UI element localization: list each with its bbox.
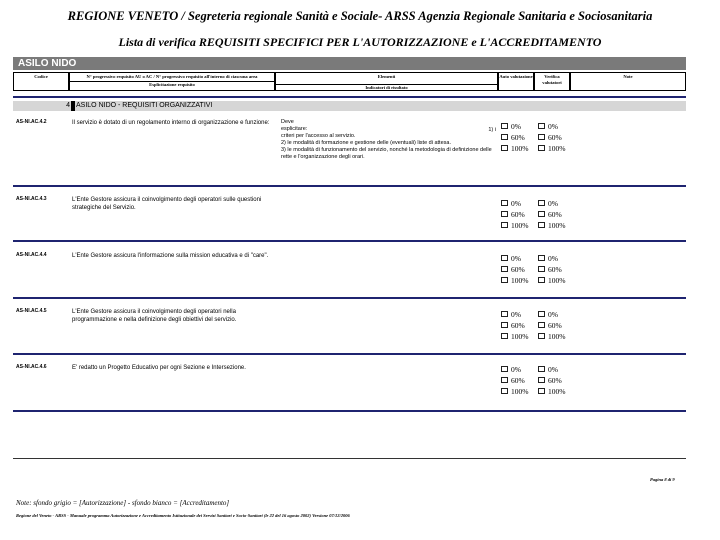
footnote: Regione del Veneto - ARSS - Manuale programma Autorizzazione e Accreditamento Istituzionale dei Servizi Sanitari e Socio-Sanitari (lr 22 del 16 agosto 2002) Versione 07/12/2006	[16, 513, 350, 518]
legend-note: Note: sfondo grigio = [Autorizzazione] - sfondo bianco = [Accreditamento]	[16, 499, 230, 507]
page-number: Pagina 8 di 9	[650, 477, 675, 482]
col-codice: Codice	[13, 72, 69, 91]
row-divider	[13, 297, 686, 299]
col-progressivo: N° progressivo requisito AU o AC / N° progressivo requisito all'interno di ciascuna area Esplicitazione requisito	[69, 72, 275, 91]
row-code: AS-NI.AC.4.3	[16, 196, 47, 202]
verification-checkboxes[interactable]: 0% 60% 100%	[538, 198, 566, 231]
row-code: AS-NI.AC.4.4	[16, 252, 47, 258]
col-autovalutazione: Auto valutazione	[498, 72, 534, 91]
subsection-title: ASILO NIDO - REQUISITI ORGANIZZATIVI	[76, 102, 213, 109]
row-divider	[13, 240, 686, 242]
col-elementi: Elementi Indicatori di risultato	[275, 72, 498, 91]
row-code: AS-NI.AC.4.6	[16, 364, 47, 370]
row-elements: Deve esplicitare: criteri per l'accesso al servizio. 2) le modalità di formazione e gestione delle (eventuali) liste di attesa. 3) le modalità di funzionamento del servizio, nonché la metodologia di definizione delle rette e l'organizzazione degli orari. 1) i	[281, 119, 496, 160]
self-assessment-checkboxes[interactable]: 0% 60% 100%	[501, 364, 529, 397]
section-title: ASILO NIDO	[13, 57, 686, 70]
footer-divider	[13, 458, 686, 459]
subsection-header	[13, 101, 686, 111]
self-assessment-checkboxes[interactable]: 0% 60% 100%	[501, 198, 529, 231]
document-subtitle: Lista di verifica REQUISITI SPECIFICI PER L'AUTORIZZAZIONE e L'ACCREDITAMENTO	[118, 35, 602, 49]
row-requirement: L'Ente Gestore assicura il coinvolgimento degli operatori sulle questioni strategiche del Servizio.	[72, 197, 262, 211]
divider	[13, 96, 686, 98]
row-requirement: L'Ente Gestore assicura l'informazione sulla mission educativa e di "care".	[72, 253, 269, 259]
verification-checkboxes[interactable]: 0% 60% 100%	[538, 121, 566, 154]
verification-checkboxes[interactable]: 0% 60% 100%	[538, 309, 566, 342]
subsection-number: 4	[66, 102, 70, 109]
self-assessment-checkboxes[interactable]: 0% 60% 100%	[501, 121, 529, 154]
row-code: AS-NI.AC.4.5	[16, 308, 47, 314]
verification-checkboxes[interactable]: 0% 60% 100%	[538, 364, 566, 397]
row-requirement: Il servizio è dotato di un regolamento interno di organizzazione e funzione:	[72, 120, 270, 126]
self-assessment-checkboxes[interactable]: 0% 60% 100%	[501, 309, 529, 342]
subsection-marker	[71, 101, 75, 111]
row-requirement: L'Ente Gestore assicura il coinvolgimento degli operatori nella programmazione e nella definizione degli obiettivi del servizio.	[72, 309, 237, 323]
self-assessment-checkboxes[interactable]: 0% 60% 100%	[501, 253, 529, 286]
row-divider	[13, 185, 686, 187]
row-divider	[13, 353, 686, 355]
verification-checkboxes[interactable]: 0% 60% 100%	[538, 253, 566, 286]
row-code: AS-NI.AC.4.2	[16, 119, 47, 125]
col-note: Note	[570, 72, 686, 91]
document-title: REGIONE VENETO / Segreteria regionale Sanità e Sociale- ARSS Agenzia Regionale Sanitaria e Sociosanitaria	[67, 9, 653, 23]
col-verifica: Verifica valutatori	[534, 72, 570, 91]
row-requirement: E' redatto un Progetto Educativo per ogni Sezione e Intersezione.	[72, 365, 246, 371]
row-divider	[13, 410, 686, 412]
